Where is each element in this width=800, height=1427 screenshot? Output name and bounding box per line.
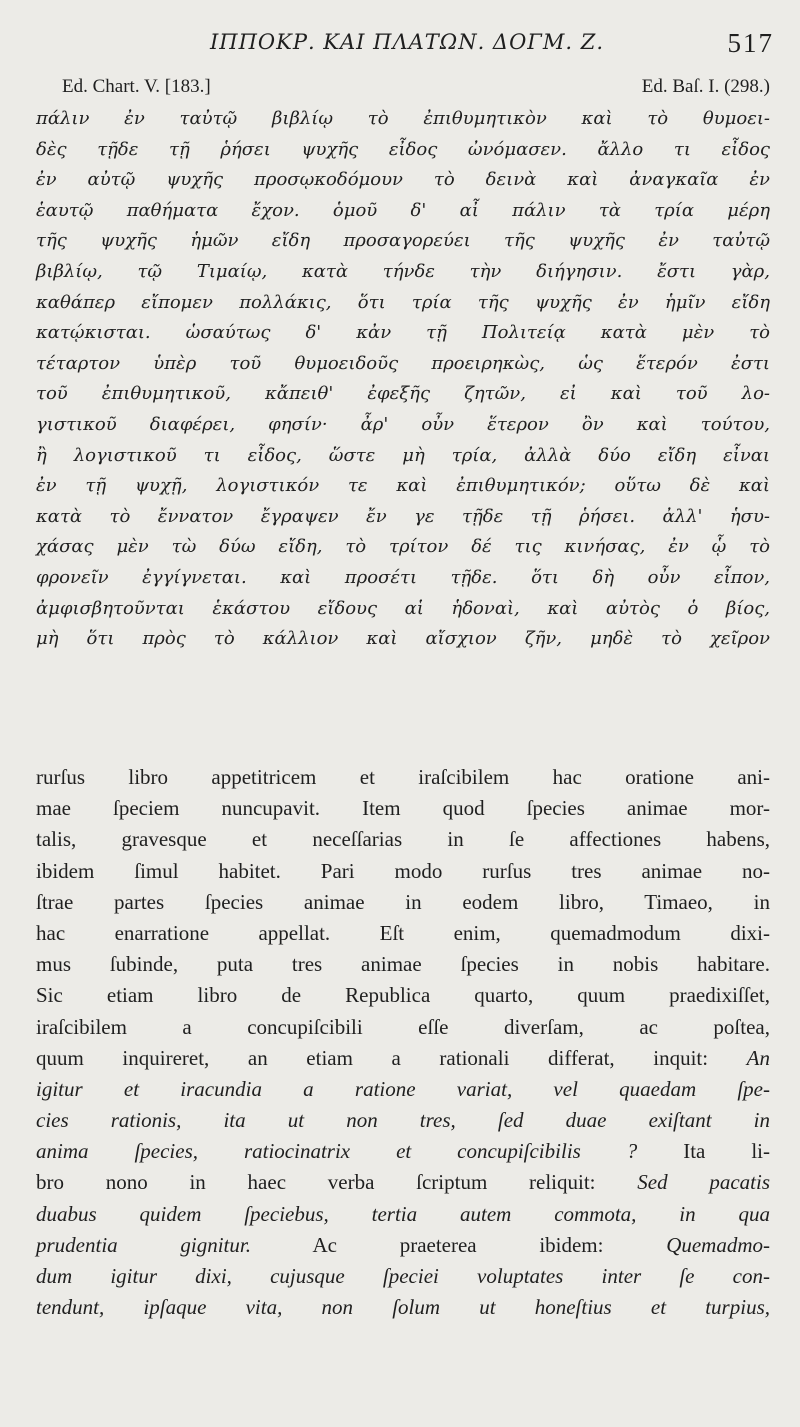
greek-line: ἀμφισβητοῦνται ἑκάστου εἴδους αἱ ἡδοναὶ, καὶ αὐτὸς ὁ βίος,	[36, 597, 770, 619]
greek-line: χάσας μὲν τὼ δύω εἴδη, τὸ τρίτον δέ τις κινήσας, ἐν ᾧ τὸ	[36, 536, 770, 558]
greek-line: δὲς τῇδε τῇ ῥήσει ψυχῆς εἶδος ὠνόμασεν. ἄλλο τι εἶδος	[36, 138, 770, 160]
latin-text-segment: ſtrae partes ſpecies animae in eodem libro, Timaeo, in	[36, 889, 770, 914]
latin-line	[36, 1012, 770, 1043]
latin-text-segment: iraſcibilem a concupiſcibili eſſe diverſam, ac poſtea,	[36, 1014, 770, 1039]
greek-line: κατῴκισται. ὡσαύτως δ' κἀν τῇ Πολιτείᾳ κατὰ μὲν τὸ	[36, 322, 770, 344]
latin-text-segment: talis, gravesque et neceſſarias in ſe affectiones habens,	[36, 827, 770, 852]
greek-line: τῆς ψυχῆς ἡμῶν εἴδη προσαγορεύει τῆς ψυχῆς ἐν ταὐτῷ	[36, 230, 770, 252]
latin-quote-segment: anima ſpecies, ratiocinatrix et concupiſcibilis ?	[36, 1139, 638, 1164]
latin-line	[36, 1199, 770, 1230]
latin-text-segment: ibidem ſimul habitet. Pari modo rurſus tres animae no-	[36, 858, 770, 883]
latin-line	[36, 824, 770, 855]
latin-text-segment: Ita li-	[637, 1139, 770, 1164]
greek-line: κατὰ τὸ ἔννατον ἔγραψεν ἔν γε τῇδε τῇ ῥήσει. ἀλλ' ἡσυ-	[36, 505, 770, 527]
latin-text-segment: hac enarratione appellat. Eſt enim, quemadmodum dixi-	[36, 920, 770, 945]
latin-text-segment: Sic etiam libro de Republica quarto, quum praedixiſſet,	[36, 983, 770, 1008]
latin-line	[36, 1074, 770, 1105]
latin-line	[36, 1261, 770, 1292]
greek-line: μὴ ὅτι πρὸς τὸ κάλλιον καὶ αἴσχιον ζῆν, μηδὲ τὸ χεῖρον	[36, 628, 770, 650]
latin-text-segment: mus ſubinde, puta tres animae ſpecies in nobis habitare.	[36, 952, 770, 977]
page-number: 517	[727, 28, 774, 58]
latin-quote-segment: prudentia gignitur.	[36, 1232, 251, 1257]
running-title: ΙΠΠΟΚΡ. ΚΑΙ ΠΛΑΤΩΝ. ΔΟΓΜ. Ζ.	[210, 30, 604, 54]
edition-basel: Ed. Baſ. I. (298.)	[641, 76, 770, 97]
latin-line	[36, 793, 770, 824]
latin-text-segment: mae ſpeciem nuncupavit. Item quod ſpecies animae mor-	[36, 796, 770, 821]
greek-line: τοῦ ἐπιθυμητικοῦ, κἄπειθ' ἐφεξῆς ζητῶν, εἰ καὶ τοῦ λο-	[36, 383, 770, 405]
latin-line	[36, 1230, 770, 1261]
greek-line: ἑαυτῷ παθήματα ἔχον. ὁμοῦ δ' αἶ πάλιν τὰ τρία μέρη	[36, 199, 770, 221]
greek-line: φρονεῖν ἐγγίγνεται. καὶ προσέτι τῇδε. ὅτι δὴ οὖν εἶπον,	[36, 566, 770, 588]
latin-line	[36, 762, 770, 793]
greek-line: πάλιν ἐν ταὐτῷ βιβλίῳ τὸ ἐπιθυμητικὸν καὶ τὸ θυμοει-	[36, 108, 770, 129]
latin-line	[36, 1136, 770, 1167]
latin-quote-segment: tendunt, ipſaque vita, non ſolum ut honeſtius et turpius,	[36, 1295, 770, 1320]
latin-line	[36, 1105, 770, 1136]
latin-text-segment: Ac praeterea ibidem:	[250, 1232, 667, 1257]
greek-line: γιστικοῦ διαφέρει, φησίν· ἆρ' οὖν ἕτερον ὂν καὶ τούτου,	[36, 413, 770, 435]
latin-line	[36, 918, 770, 949]
latin-quote-segment: An	[746, 1045, 770, 1070]
greek-line: ἐν τῇ ψυχῇ, λογιστικόν τε καὶ ἐπιθυμητικόν; οὕτω δὲ καὶ	[36, 475, 770, 497]
latin-line	[36, 1292, 770, 1323]
greek-line: τέταρτον ὑπὲρ τοῦ θυμοειδοῦς προειρηκὼς, ὡς ἕτερόν ἐστι	[36, 352, 770, 374]
latin-line	[36, 1043, 770, 1074]
latin-translation-block	[36, 762, 770, 1323]
latin-quote-segment: cies rationis, ita ut non tres, ſed duae exiſtant in	[36, 1108, 770, 1133]
edition-chartier: Ed. Chart. V. [183.]	[62, 76, 211, 97]
latin-quote-segment: dum igitur dixi, cujusque ſpeciei voluptates inter ſe con-	[36, 1264, 770, 1288]
latin-quote-segment: duabus quidem ſpeciebus, tertia autem commota, in qua	[36, 1201, 770, 1226]
latin-line	[36, 980, 770, 1011]
greek-line: ἢ λογιστικοῦ τι εἶδος, ὥστε μὴ τρία, ἀλλὰ δύο εἴδη εἶναι	[36, 444, 770, 466]
latin-line	[36, 887, 770, 918]
running-head	[40, 28, 774, 68]
latin-line	[36, 949, 770, 980]
latin-text-segment: bro nono in haec verba ſcriptum reliquit:	[36, 1170, 638, 1195]
latin-quote-segment: Sed pacatis	[637, 1170, 770, 1195]
latin-line	[36, 1167, 770, 1198]
latin-quote-segment: igitur et iracundia a ratione variat, vel quaedam ſpe-	[36, 1076, 770, 1101]
greek-line: βιβλίῳ, τῷ Τιμαίῳ, κατὰ τήνδε τὴν διήγησιν. ἔστι γὰρ,	[36, 260, 770, 282]
latin-text-segment: rurſus libro appetitricem et iraſcibilem hac oratione ani-	[36, 765, 770, 789]
latin-text-segment: quum inquireret, an etiam a rationali differat, inquit:	[36, 1045, 747, 1070]
latin-quote-segment: Quemadmo-	[666, 1232, 770, 1257]
greek-text-block	[36, 104, 770, 655]
greek-line: καθάπερ εἴπομεν πολλάκις, ὅτι τρία τῆς ψυχῆς ἐν ἡμῖν εἴδη	[36, 291, 770, 313]
latin-line	[36, 856, 770, 887]
greek-line: ἐν αὐτῷ ψυχῆς προσῳκοδόμουν τὸ δεινὰ καὶ ἀναγκαῖα ἐν	[36, 169, 770, 191]
edition-references	[62, 76, 770, 102]
